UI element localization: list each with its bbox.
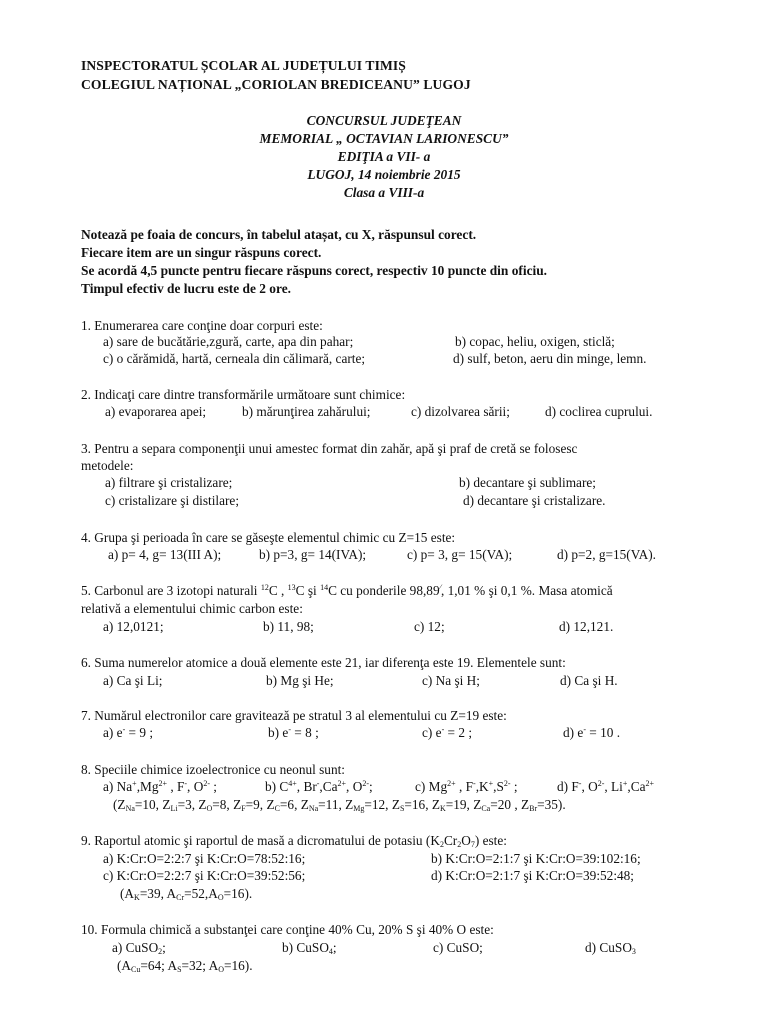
q10-text: 10. Formula chimică a substanţei care conţine 40% Cu, 20% S şi 40% O este:: [81, 922, 494, 937]
q7-option-a: a) e- = 9 ;: [103, 725, 154, 740]
q10-option-b: b) CuSO$_4$;: [282, 940, 337, 956]
q5-text-line1: 5. Carbonul are 3 izotopi naturali $^{12}$C , $^{13}$C şi $^{14}$C cu ponderile 98,89⁄, 1,01 % şi 0,1 %. Masa atomică: [81, 583, 613, 598]
school-inspectorate-heading: INSPECTORATUL ȘCOLAR AL JUDEȚULUI TIMIȘ: [81, 58, 406, 73]
edition-title: EDIŢIA a VII- a: [337, 149, 431, 164]
instruction-1: Notează pe foaia de concurs, în tabelul atașat, cu X, răspunsul corect.: [81, 227, 477, 242]
q2-option-c: c) dizolvarea sării;: [411, 404, 510, 419]
q6-option-a: a) Ca şi Li;: [103, 673, 163, 688]
q5-option-d: d) 12,121.: [559, 619, 614, 634]
q2-text: 2. Indicaţi care dintre transformările următoare sunt chimice:: [81, 387, 406, 402]
q9-option-b: b) K:Cr:O=2:1:7 şi K:Cr:O=39:102:16;: [431, 851, 641, 866]
q5-text-line2: relativă a elementului chimic carbon este:: [81, 601, 303, 616]
q9-option-a: a) K:Cr:O=2:2:7 şi K:Cr:O=78:52:16;: [103, 851, 306, 866]
q8-option-b: b) $C^{4+}$, $Br^-,Ca^{2+}$, $O^{2-}$;: [265, 779, 373, 794]
q3-option-d: d) decantare şi cristalizare.: [463, 493, 606, 508]
contest-title: CONCURSUL JUDEŢEAN: [306, 113, 462, 128]
q8-option-d: d) F-, $O^{2-}$, $Li^+,Ca^{2+}$: [557, 779, 655, 794]
q8-atomic-numbers: ($Z_{Na}=10$, $Z_{Li}=3$, $Z_O=8$, $Z_F=9$, $Z_C=6$, $Z_{Na}=11$, $Z_{Mg}=12$, $Z_S=16$, $Z_K=19$, $Z_{Ca}=20$ , $Z_{Br}=35$).: [113, 797, 566, 813]
place-date: LUGOJ, 14 noiembrie 2015: [307, 167, 461, 182]
q4-text: 4. Grupa şi perioada în care se găseşte elementul chimic cu Z=15 este:: [81, 530, 456, 545]
q5-option-b: b) 11, 98;: [263, 619, 314, 634]
college-heading: COLEGIUL NAȚIONAL „CORIOLAN BREDICEANU” LUGOJ: [81, 77, 471, 92]
q3-option-a: a) filtrare şi cristalizare;: [105, 475, 233, 490]
instruction-4: Timpul efectiv de lucru este de 2 ore.: [81, 281, 291, 296]
q3-option-c: c) cristalizare şi distilare;: [105, 493, 240, 508]
class-label: Clasa a VIII-a: [343, 185, 425, 200]
q9-text: 9. Raportul atomic şi raportul de masă a dicromatului de potasiu $(K_2Cr_2O_7)$ este:: [81, 833, 507, 849]
q3-option-b: b) decantare şi sublimare;: [459, 475, 596, 490]
q8-option-c: c) $Mg^{2+}$ , $F^-,K^+,S^{2-}$ ;: [415, 779, 518, 794]
q4-option-a: a) p= 4, g= 13(III A);: [108, 547, 222, 562]
q2-option-a: a) evaporarea apei;: [105, 404, 207, 419]
q6-text: 6. Suma numerelor atomice a două elemente este 21, iar diferenţa este 19. Elementele sunt:: [81, 655, 566, 670]
q9-option-d: d) K:Cr:O=2:1:7 şi K:Cr:O=39:52:48;: [431, 868, 635, 883]
q2-option-b: b) mărunţirea zahărului;: [242, 404, 371, 419]
q6-option-b: b) Mg şi He;: [266, 673, 334, 688]
q7-text: 7. Numărul electronilor care gravitează pe stratul 3 al elementului cu Z=19 este:: [81, 708, 507, 723]
q1-option-c: c) o cărămidă, hartă, cerneala din călimară, carte;: [103, 351, 366, 366]
q10-option-d: d) CuSO$_3$: [585, 940, 636, 956]
q7-option-b: b) e- = 8 ;: [268, 725, 319, 740]
q4-option-c: c) p= 3, g= 15(VA);: [407, 547, 513, 562]
q10-option-a: a) CuSO$_2$;: [112, 940, 166, 956]
q1-option-d: d) sulf, beton, aeru din minge, lemn.: [453, 351, 647, 366]
q5-option-a: a) 12,0121;: [103, 619, 164, 634]
q10-option-c: c) CuSO;: [433, 940, 483, 955]
q5-option-c: c) 12;: [414, 619, 445, 634]
q9-option-c: c) K:Cr:O=2:2:7 şi K:Cr:O=39:52:56;: [103, 868, 306, 883]
q2-option-d: d) coclirea cuprului.: [545, 404, 653, 419]
q1-text: 1. Enumerarea care conţine doar corpuri este:: [81, 318, 323, 333]
q4-option-b: b) p=3, g= 14(IVA);: [259, 547, 367, 562]
instruction-3: Se acordă 4,5 puncte pentru fiecare răspuns corect, respectiv 10 puncte din oficiu.: [81, 263, 548, 278]
q8-option-a: a) $Na^+,Mg^{2+}$ , F-, $O^{2-}$ ;: [103, 779, 218, 794]
q10-atomic-masses: ($A_{Cu}=64$; $A_S=32$; $A_O=16$).: [117, 958, 253, 974]
q6-option-c: c) Na şi H;: [422, 673, 480, 688]
q4-option-d: d) p=2, g=15(VA).: [557, 547, 656, 562]
q3-text-line1: 3. Pentru a separa componenţii unui amestec format din zahăr, apă şi praf de cretă se folosesc: [81, 441, 578, 456]
q9-atomic-masses: ($A_K=39$, $A_{Cr}=52,A_O=16$).: [120, 886, 253, 902]
q7-option-d: d) e- = 10 .: [563, 725, 621, 740]
instruction-2: Fiecare item are un singur răspuns corect.: [81, 245, 322, 260]
q1-option-b: b) copac, heliu, oxigen, sticlă;: [455, 334, 615, 349]
q7-option-c: c) e- = 2 ;: [422, 725, 473, 740]
q1-option-a: a) sare de bucătărie,zgură, carte, apa din pahar;: [103, 334, 354, 349]
q8-text: 8. Speciile chimice izoelectronice cu neonul sunt:: [81, 762, 345, 777]
q3-text-line2: metodele:: [81, 458, 134, 473]
q6-option-d: d) Ca şi H.: [560, 673, 618, 688]
memorial-title: MEMORIAL „ OCTAVIAN LARIONESCU”: [259, 131, 509, 146]
